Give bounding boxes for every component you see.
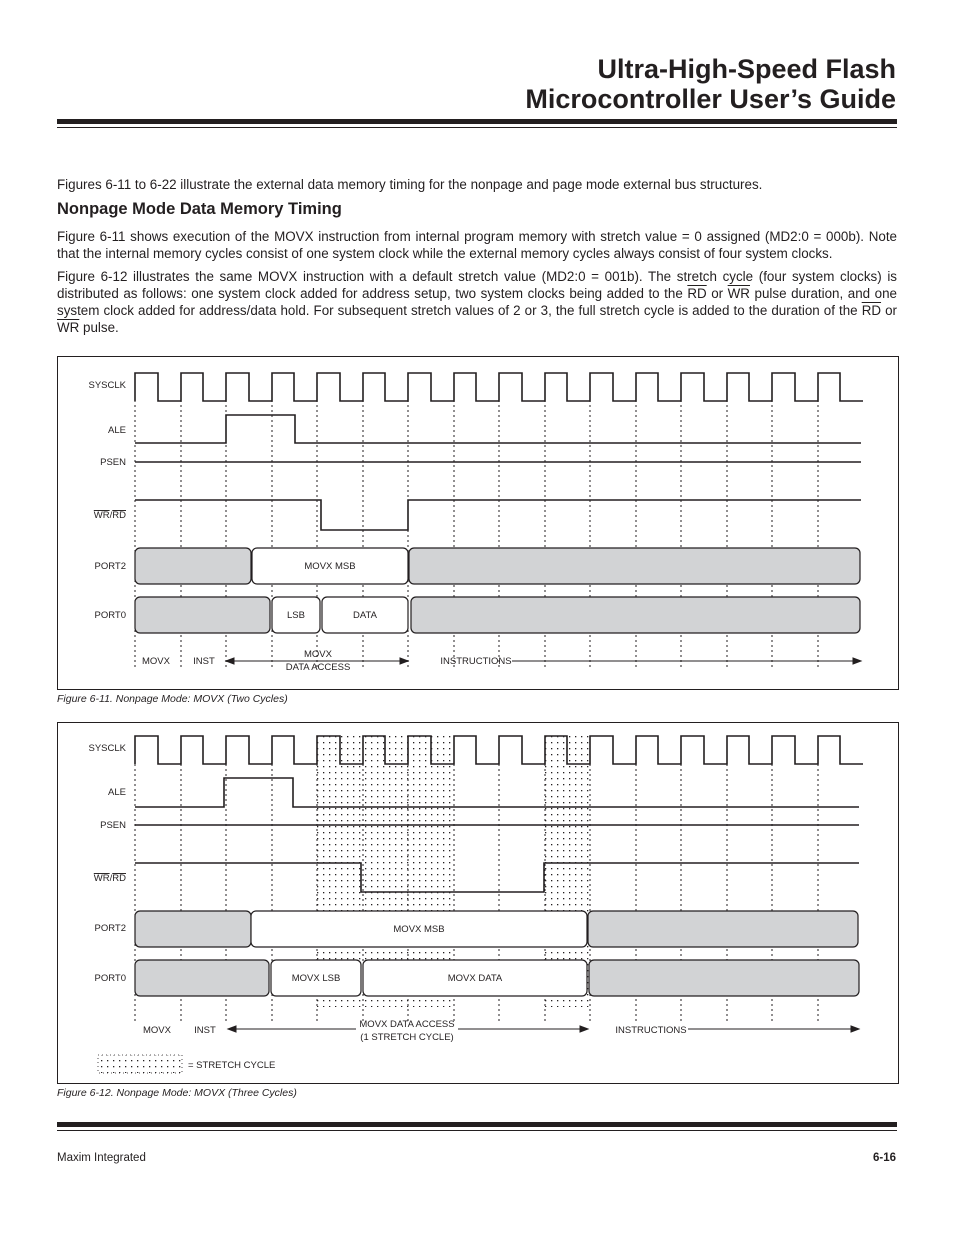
instructions-label: INSTRUCTIONS	[440, 656, 512, 667]
or-text: or	[706, 286, 728, 301]
stretch-legend-swatch	[98, 1055, 182, 1073]
port2-bus-instructions	[409, 548, 860, 584]
instructions-label: INSTRUCTIONS	[615, 1025, 687, 1036]
figure-6-11	[57, 356, 899, 690]
access-label-line1: MOVX DATA ACCESS	[359, 1019, 455, 1030]
stretch-legend-label: = STRETCH CYCLE	[188, 1060, 276, 1071]
wr-signal: $\overline{WR}$	[727, 286, 750, 301]
sysclk-waveform	[135, 736, 863, 764]
footer-rule-thin	[57, 1130, 897, 1131]
timing-diagram-6-12	[58, 723, 898, 1083]
title-line-1: Ultra-High-Speed Flash	[597, 54, 896, 84]
ale-label: ALE	[108, 425, 126, 436]
sysclk-label: SYSCLK	[88, 743, 126, 754]
paragraph-2	[57, 268, 897, 336]
port0-lsb-label: LSB	[287, 610, 305, 621]
paragraph-2-part1: Figure 6-12 illustrates the same MOVX instruction with a default stretch value (MD2:0 = 001b). The stretch cycle (four system clocks) is distributed as follows: one system clock added for address setup, two system clocks being added to the	[57, 269, 897, 301]
port2-movx-msb-label: MOVX MSB	[304, 561, 356, 572]
intro-paragraph: Figures 6-11 to 6-22 illustrate the external data memory timing for the nonpage and page mode external bus structures.	[57, 177, 763, 192]
figure-6-11-caption: Figure 6-11. Nonpage Mode: MOVX (Two Cycles)	[57, 693, 288, 705]
port2-bus-idle	[135, 911, 251, 947]
port0-bus-idle	[135, 960, 269, 996]
movx-label: MOVX	[142, 656, 170, 667]
psen-label: PSEN	[100, 457, 126, 468]
movx-label: MOVX	[143, 1025, 171, 1036]
port0-bus-instructions	[589, 960, 859, 996]
footer-company: Maxim Integrated	[57, 1152, 146, 1164]
paragraph-2-part3: pulse.	[79, 320, 119, 335]
wr-rd-waveform	[135, 863, 859, 892]
psen-label: PSEN	[100, 820, 126, 831]
port2-movx-msb-label: MOVX MSB	[393, 924, 445, 935]
document-title	[525, 54, 896, 114]
ale-waveform	[135, 778, 859, 807]
port0-movx-data-label: MOVX DATA	[447, 973, 503, 984]
section-heading: Nonpage Mode Data Memory Timing	[57, 200, 342, 218]
header-rule-thin	[57, 127, 897, 128]
footer-rule-thick	[57, 1122, 897, 1127]
port0-label: PORT0	[94, 610, 126, 621]
rd-signal: $\overline{RD}$	[861, 303, 882, 318]
access-label-line2: (1 STRETCH CYCLE)	[360, 1032, 454, 1043]
timing-diagram-6-11	[58, 357, 898, 689]
title-line-2: Microcontroller User’s Guide	[525, 84, 896, 114]
wr-rd-waveform	[135, 500, 861, 530]
port2-bus-instructions	[588, 911, 858, 947]
wr-signal: $\overline{WR}$	[57, 320, 80, 335]
figure-6-12	[57, 722, 899, 1084]
wr-rd-label: WR/RD	[93, 873, 126, 884]
access-label-line1: MOVX	[304, 649, 332, 660]
ale-waveform	[135, 415, 861, 443]
inst-label: INST	[194, 1025, 216, 1036]
page-number: 6-16	[872, 1152, 896, 1164]
inst-label: INST	[193, 656, 215, 667]
port2-label: PORT2	[94, 923, 126, 934]
access-label-line2: DATA ACCESS	[285, 662, 351, 673]
port0-movx-lsb-label: MOVX LSB	[291, 973, 341, 984]
port0-bus-instructions	[411, 597, 860, 633]
paragraph-2-part2: pulse duration, and one system clock added for address/data hold. For subsequent stretch values of 2 or 3, the full stretch cycle is added to the duration of the	[57, 286, 897, 318]
figure-6-12-caption: Figure 6-12. Nonpage Mode: MOVX (Three Cycles)	[57, 1087, 297, 1099]
port0-label: PORT0	[94, 973, 126, 984]
bottom-arrows	[228, 1026, 859, 1032]
wr-rd-label: WR/RD	[93, 510, 126, 521]
paragraph-1: Figure 6-11 shows execution of the MOVX instruction from internal program memory with stretch value = 0 assigned (MD2:0 = 000b). Note that the internal memory cycles consist of one system clock while the external memory cycles always consist of four system clocks.	[57, 229, 897, 261]
ale-label: ALE	[108, 787, 126, 798]
port2-label: PORT2	[94, 561, 126, 572]
sysclk-waveform	[135, 373, 863, 401]
port2-bus-idle	[135, 548, 251, 584]
sysclk-label: SYSCLK	[88, 380, 126, 391]
or-text: or	[881, 303, 897, 318]
rd-signal: $\overline{RD}$	[687, 286, 707, 301]
header-rule-thick	[57, 119, 897, 124]
port0-bus-idle	[135, 597, 270, 633]
port0-data-label: DATA	[353, 610, 377, 621]
